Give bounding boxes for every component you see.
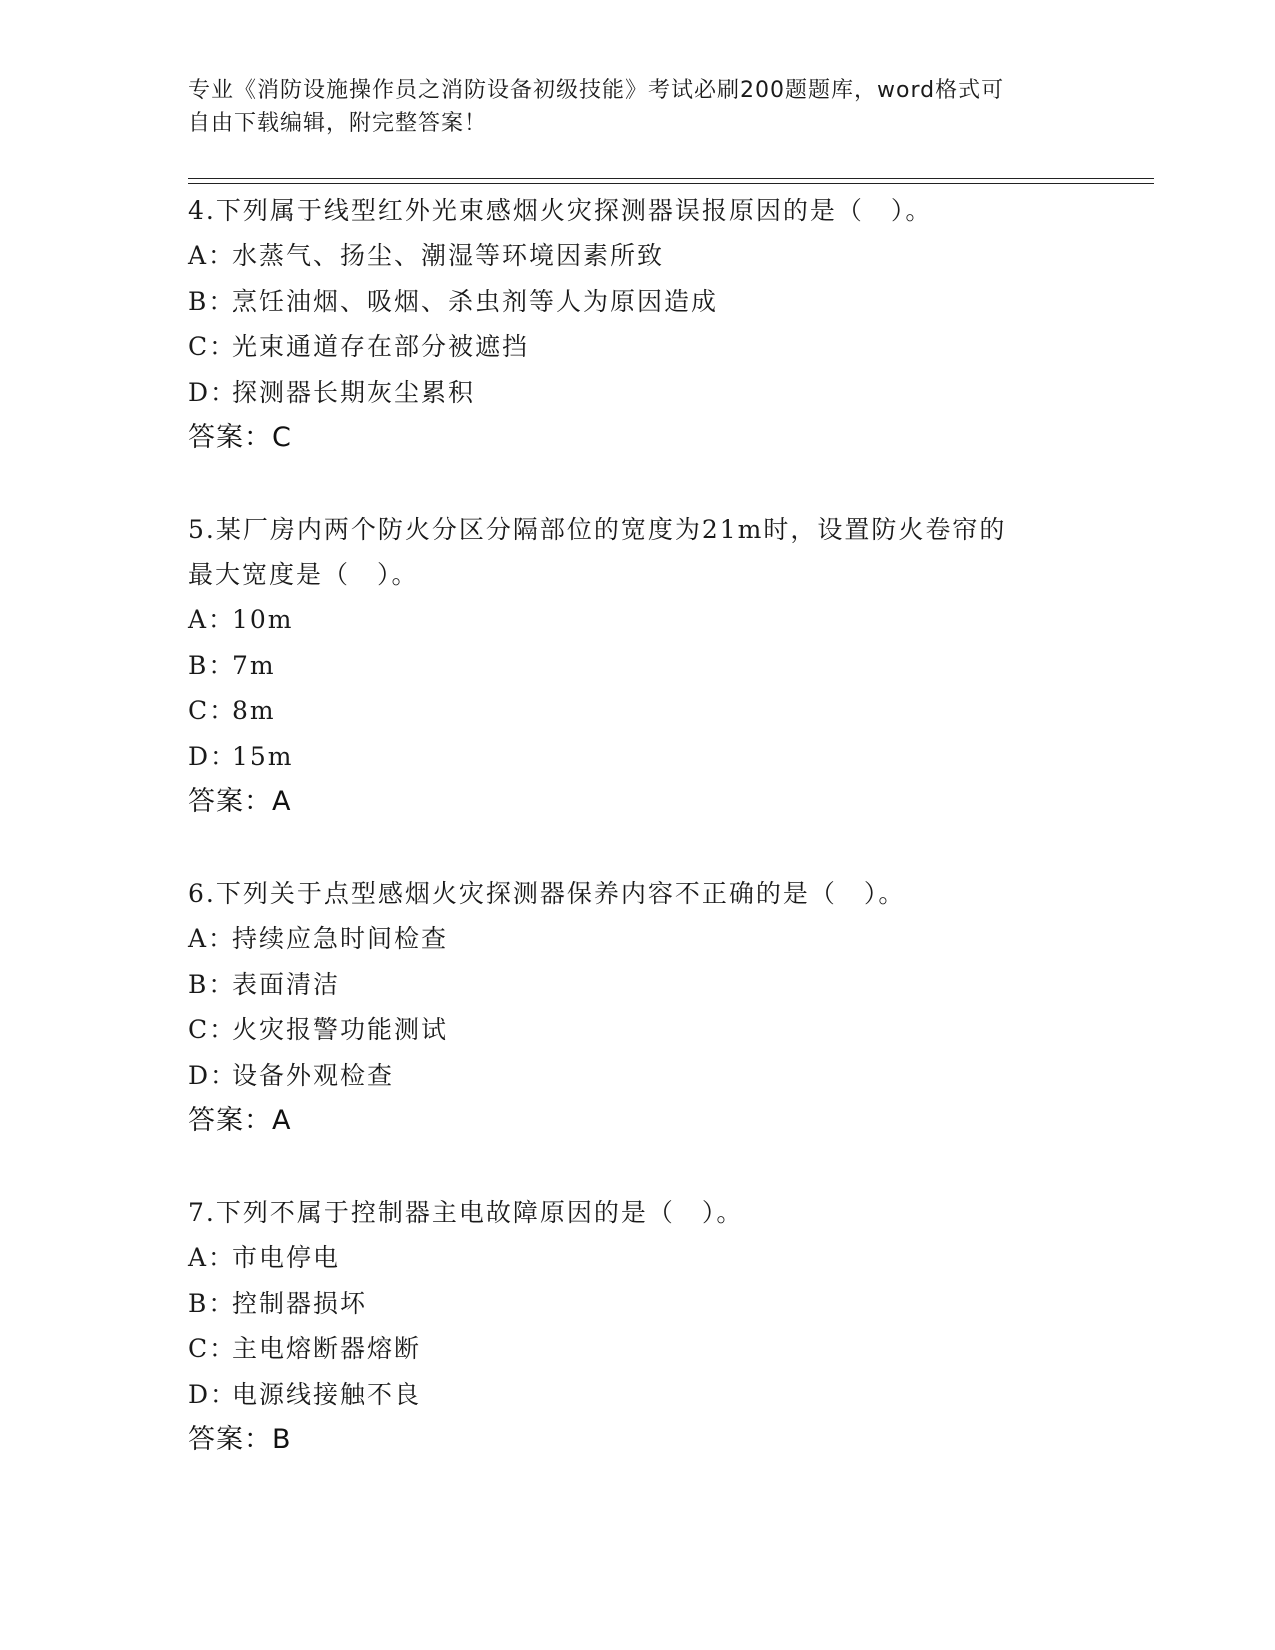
option-text: 光束通道存在部分被遮挡 — [232, 332, 530, 361]
header-divider-top — [188, 178, 1154, 179]
question-stem: 6.下列关于点型感烟火灾探测器保养内容不正确的是（ ）。 — [188, 879, 906, 908]
answer-line: 答案：A — [188, 1105, 292, 1136]
option-a — [188, 597, 1088, 643]
question-stem: 7.下列不属于控制器主电故障原因的是（ ）。 — [188, 1198, 744, 1227]
option-letter: A： — [188, 241, 236, 270]
option-d — [188, 1053, 1088, 1099]
option-text: 7m — [232, 650, 276, 680]
header-divider-bottom — [188, 183, 1154, 184]
option-text: 探测器长期灰尘累积 — [232, 377, 476, 407]
answer-line: 答案：B — [188, 1424, 292, 1455]
answer-line: 答案：A — [188, 786, 292, 817]
option-letter: C： — [188, 696, 237, 725]
option-letter: D： — [188, 377, 238, 407]
option-d — [188, 734, 1088, 780]
option-text: 表面清洁 — [232, 969, 341, 999]
option-text: 主电熔断器熔断 — [232, 1334, 422, 1363]
option-text: 持续应急时间检查 — [232, 924, 449, 953]
option-c — [188, 1326, 1088, 1372]
question-stem-continued: 最大宽度是（ ）。 — [188, 560, 419, 589]
option-letter: D： — [188, 1060, 238, 1090]
option-letter: A： — [188, 924, 236, 953]
question-stem: 4.下列属于线型红外光束感烟火灾探测器误报原因的是（ ）。 — [188, 196, 933, 225]
option-text: 电源线接触不良 — [232, 1379, 422, 1409]
option-a — [188, 1235, 1088, 1281]
document-header — [188, 74, 1068, 140]
header-line-1: 专业《消防设施操作员之消防设备初级技能》考试必刷200题题库，word格式可 — [188, 78, 1005, 103]
question-6 — [188, 871, 1088, 1144]
option-text: 控制器损坏 — [232, 1288, 368, 1318]
option-b — [188, 1281, 1088, 1327]
option-letter: B： — [188, 286, 236, 316]
option-b — [188, 962, 1088, 1008]
option-letter: C： — [188, 1015, 237, 1044]
option-c — [188, 324, 1088, 370]
question-stem: 5.某厂房内两个防火分区分隔部位的宽度为21m时，设置防火卷帘的 — [188, 515, 1007, 544]
option-letter: B： — [188, 650, 236, 680]
option-letter: B： — [188, 969, 236, 999]
option-c — [188, 688, 1088, 734]
option-letter: D： — [188, 741, 238, 771]
option-b — [188, 279, 1088, 325]
option-c — [188, 1007, 1088, 1053]
option-letter: C： — [188, 332, 237, 361]
option-text: 15m — [232, 741, 294, 771]
question-7 — [188, 1190, 1088, 1463]
option-a — [188, 916, 1088, 962]
option-text: 水蒸气、扬尘、潮湿等环境因素所致 — [232, 241, 665, 270]
option-text: 火灾报警功能测试 — [232, 1015, 449, 1044]
option-letter: B： — [188, 1288, 236, 1318]
option-letter: D： — [188, 1379, 238, 1409]
option-text: 8m — [232, 696, 276, 725]
option-text: 烹饪油烟、吸烟、杀虫剂等人为原因造成 — [232, 286, 719, 316]
option-letter: A： — [188, 605, 236, 634]
option-letter: C： — [188, 1334, 237, 1363]
question-5 — [188, 507, 1088, 825]
option-d — [188, 370, 1088, 416]
question-list — [188, 188, 1088, 1509]
header-line-2: 自由下载编辑，附完整答案！ — [188, 111, 488, 136]
option-a — [188, 233, 1088, 279]
option-d — [188, 1372, 1088, 1418]
answer-line: 答案：C — [188, 422, 292, 453]
option-text: 10m — [232, 605, 294, 634]
question-4 — [188, 188, 1088, 461]
option-b — [188, 643, 1088, 689]
option-letter: A： — [188, 1243, 236, 1272]
option-text: 市电停电 — [232, 1243, 341, 1272]
option-text: 设备外观检查 — [232, 1060, 395, 1090]
